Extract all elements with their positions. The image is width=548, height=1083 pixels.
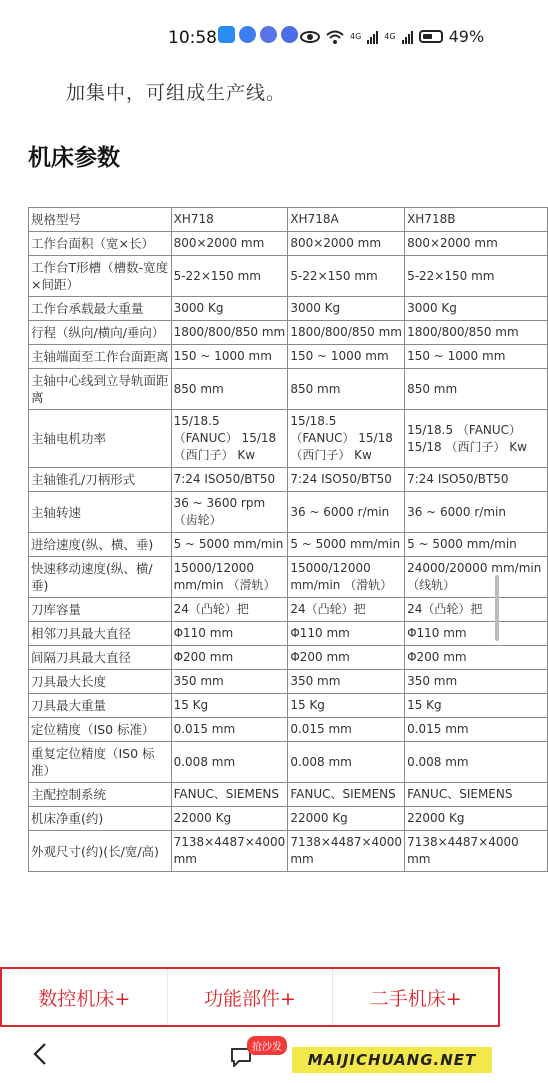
table-row [29, 256, 548, 297]
back-icon[interactable] [30, 1041, 52, 1067]
spec-value-cell: 36 ~ 6000 r/min [405, 492, 548, 533]
spec-label-cell: 重复定位精度（IS0 标准） [29, 742, 172, 783]
spec-value-cell: FANUC、SIEMENS [288, 783, 405, 807]
table-row [29, 410, 548, 468]
spec-value-cell: 3000 Kg [405, 297, 548, 321]
eye-icon [300, 31, 320, 43]
spec-value-cell: 15000/12000 mm/min （滑轨） [288, 557, 405, 598]
spec-value-cell: 350 mm [405, 670, 548, 694]
spec-value-cell: 5-22×150 mm [171, 256, 288, 297]
spec-value-cell: 850 mm [405, 369, 548, 410]
spec-value-cell: 3000 Kg [171, 297, 288, 321]
table-row [29, 321, 548, 345]
spec-value-cell: 800×2000 mm [171, 232, 288, 256]
spec-label-cell: 外观尺寸(约)(长/宽/高) [29, 831, 172, 872]
spec-value-cell: XH718A [288, 208, 405, 232]
tab-function-parts[interactable]: 功能部件+ [168, 969, 334, 1025]
spec-value-cell: 5 ~ 5000 mm/min [171, 533, 288, 557]
spec-value-cell: 1800/800/850 mm [171, 321, 288, 345]
app-notification-icon [218, 26, 235, 43]
spec-value-cell: 350 mm [288, 670, 405, 694]
table-row [29, 369, 548, 410]
spec-value-cell: 7138×4487×4000 mm [171, 831, 288, 872]
bottom-nav-bar [0, 1027, 500, 1083]
spec-label-cell: 规格型号 [29, 208, 172, 232]
spec-value-cell: 800×2000 mm [405, 232, 548, 256]
spec-value-cell: 0.008 mm [171, 742, 288, 783]
table-row [29, 694, 548, 718]
tab-cnc-machines[interactable]: 数控机床+ [2, 969, 168, 1025]
spec-label-cell: 主轴电机功率 [29, 410, 172, 468]
wifi-icon [326, 30, 344, 44]
table-row [29, 557, 548, 598]
spec-value-cell: FANUC、SIEMENS [405, 783, 548, 807]
table-row [29, 718, 548, 742]
system-icons [300, 27, 484, 46]
spec-value-cell: 0.008 mm [288, 742, 405, 783]
spec-value-cell: Φ200 mm [405, 646, 548, 670]
music-notification-icon [239, 26, 256, 43]
spec-value-cell: 5-22×150 mm [288, 256, 405, 297]
spec-value-cell: 0.008 mm [405, 742, 548, 783]
spec-value-cell: 22000 Kg [288, 807, 405, 831]
table-row [29, 646, 548, 670]
table-row [29, 598, 548, 622]
spec-value-cell: 5 ~ 5000 mm/min [288, 533, 405, 557]
spec-value-cell: 150 ~ 1000 mm [171, 345, 288, 369]
battery-percent: 49% [448, 27, 485, 46]
spec-value-cell: 7:24 ISO50/BT50 [405, 468, 548, 492]
battery-icon [419, 30, 443, 43]
spec-value-cell: 22000 Kg [405, 807, 548, 831]
spec-label-cell: 行程（纵向/横向/垂向） [29, 321, 172, 345]
spec-value-cell: 24（凸轮）把 [405, 598, 548, 622]
spec-value-cell: XH718 [171, 208, 288, 232]
spec-label-cell: 工作台T形槽（槽数-宽度×间距） [29, 256, 172, 297]
table-row [29, 232, 548, 256]
comment-badge: 抢沙发 [247, 1036, 287, 1055]
spec-label-cell: 工作台承载最大重量 [29, 297, 172, 321]
table-row [29, 345, 548, 369]
spec-label-cell: 主轴端面至工作台面距离 [29, 345, 172, 369]
spec-value-cell: 22000 Kg [171, 807, 288, 831]
tab-used-machines[interactable]: 二手机床+ [369, 987, 462, 1010]
spec-value-cell: XH718B [405, 208, 548, 232]
section-title: 机床参数 [28, 145, 120, 171]
signal-icon-1 [367, 30, 378, 44]
spec-value-cell: 1800/800/850 mm [288, 321, 405, 345]
table-row [29, 670, 548, 694]
spec-value-cell: Φ110 mm [171, 622, 288, 646]
spec-value-cell: Φ110 mm [288, 622, 405, 646]
table-row [29, 468, 548, 492]
spec-label-cell: 机床净重(约) [29, 807, 172, 831]
table-row [29, 622, 548, 646]
table-row [29, 533, 548, 557]
spec-value-cell: 15/18.5 （FANUC） 15/18 （西门子） Kw [288, 410, 405, 468]
spec-value-cell: 7:24 ISO50/BT50 [288, 468, 405, 492]
spec-value-cell: 5 ~ 5000 mm/min [405, 533, 548, 557]
spec-label-cell: 主轴锥孔/刀柄形式 [29, 468, 172, 492]
spec-value-cell: 15 Kg [288, 694, 405, 718]
spec-value-cell: FANUC、SIEMENS [171, 783, 288, 807]
spec-value-cell: Φ200 mm [288, 646, 405, 670]
spec-label-cell: 刀具最大长度 [29, 670, 172, 694]
spec-value-cell: 15/18.5 （FANUC） 15/18 （西门子） Kw [405, 410, 548, 468]
spec-label-cell: 定位精度（IS0 标准） [29, 718, 172, 742]
app-notification-icon-3 [281, 26, 298, 43]
spec-label-cell: 工作台面积（宽×长） [29, 232, 172, 256]
spec-value-cell: 1800/800/850 mm [405, 321, 548, 345]
status-bar [0, 0, 500, 70]
spec-value-cell: 350 mm [171, 670, 288, 694]
spec-value-cell: 150 ~ 1000 mm [405, 345, 548, 369]
spec-value-cell: 5-22×150 mm [405, 256, 548, 297]
table-row [29, 297, 548, 321]
spec-value-cell: 24（凸轮）把 [171, 598, 288, 622]
spec-value-cell: 15/18.5 （FANUC） 15/18 （西门子） Kw [171, 410, 288, 468]
spec-value-cell: 15 Kg [171, 694, 288, 718]
spec-label-cell: 相邻刀具最大直径 [29, 622, 172, 646]
category-tab-bar [0, 967, 500, 1027]
spec-value-cell: 0.015 mm [288, 718, 405, 742]
spec-label-cell: 间隔刀具最大直径 [29, 646, 172, 670]
spec-table-container[interactable] [28, 207, 542, 967]
spec-value-cell: 7:24 ISO50/BT50 [171, 468, 288, 492]
spec-value-cell: Φ200 mm [171, 646, 288, 670]
status-time: 10:58 [168, 28, 217, 48]
spec-value-cell: 7138×4487×4000 mm [405, 831, 548, 872]
table-row [29, 783, 548, 807]
spec-label-cell: 主轴中心线到立导轨面距离 [29, 369, 172, 410]
table-row [29, 492, 548, 533]
table-row [29, 742, 548, 783]
network-label-2: 4G [384, 32, 396, 41]
spec-value-cell: 150 ~ 1000 mm [288, 345, 405, 369]
site-watermark: MAIJICHUANG.NET [292, 1047, 492, 1073]
intro-line-2: 加集中，可组成生产线。 [66, 82, 287, 104]
table-row [29, 807, 548, 831]
spec-label-cell: 刀具最大重量 [29, 694, 172, 718]
spec-value-cell: 0.015 mm [171, 718, 288, 742]
spec-table [28, 207, 548, 872]
spec-value-cell: 24000/20000 mm/min （线轨） [405, 557, 548, 598]
spec-label-cell: 主轴转速 [29, 492, 172, 533]
table-row [29, 831, 548, 872]
scrollbar-thumb[interactable] [495, 575, 499, 641]
spec-value-cell: 15000/12000 mm/min （滑轨） [171, 557, 288, 598]
spec-value-cell: 800×2000 mm [288, 232, 405, 256]
spec-value-cell: 7138×4487×4000 mm [288, 831, 405, 872]
spec-label-cell: 刀库容量 [29, 598, 172, 622]
spec-value-cell: 36 ~ 3600 rpm （齿轮） [171, 492, 288, 533]
app-notification-icon-2 [260, 26, 277, 43]
spec-value-cell: 850 mm [171, 369, 288, 410]
spec-value-cell: 850 mm [288, 369, 405, 410]
spec-value-cell: 24（凸轮）把 [288, 598, 405, 622]
table-row [29, 208, 548, 232]
notification-icons [218, 26, 298, 43]
spec-label-cell: 主配控制系统 [29, 783, 172, 807]
spec-value-cell: 15 Kg [405, 694, 548, 718]
spec-label-cell: 进给速度(纵、横、垂) [29, 533, 172, 557]
spec-value-cell: 3000 Kg [288, 297, 405, 321]
network-label-1: 4G [350, 32, 362, 41]
spec-value-cell: Φ110 mm [405, 622, 548, 646]
signal-icon-2 [402, 30, 413, 44]
spec-value-cell: 0.015 mm [405, 718, 548, 742]
spec-label-cell: 快速移动速度(纵、横/垂) [29, 557, 172, 598]
spec-value-cell: 36 ~ 6000 r/min [288, 492, 405, 533]
